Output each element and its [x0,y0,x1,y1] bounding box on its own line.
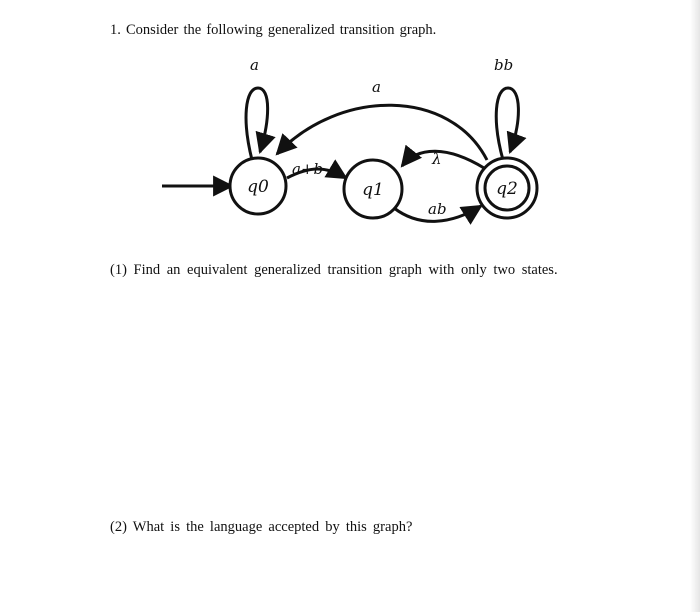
state-label-q1: q1 [362,180,384,200]
edge-label-q1-to-q2: ab [428,200,447,218]
edge-label-q0-to-q1: a+b [292,160,324,178]
edge-q2-to-q0 [277,105,487,160]
question-header: 1. Consider the following generalized transition graph. [110,22,437,38]
edge-label-q2-to-q0: a [372,78,381,96]
q0-self-loop [246,88,268,160]
edge-label-q0-self: a [250,56,259,74]
edge-q2-to-q1 [402,151,484,168]
edge-label-q2-to-q1: λ [432,150,442,168]
page-edge-shadow [690,0,700,612]
question-part2: (2) What is the language accepted by this graph? [110,519,413,535]
q2-self-loop [496,88,518,160]
state-label-q2: q2 [496,179,518,199]
edge-label-q2-self: bb [494,56,514,74]
transition-graph [150,48,550,228]
question-part1: (1) Find an equivalent generalized transition graph with only two states. [110,262,558,278]
state-label-q0: q0 [247,177,269,197]
